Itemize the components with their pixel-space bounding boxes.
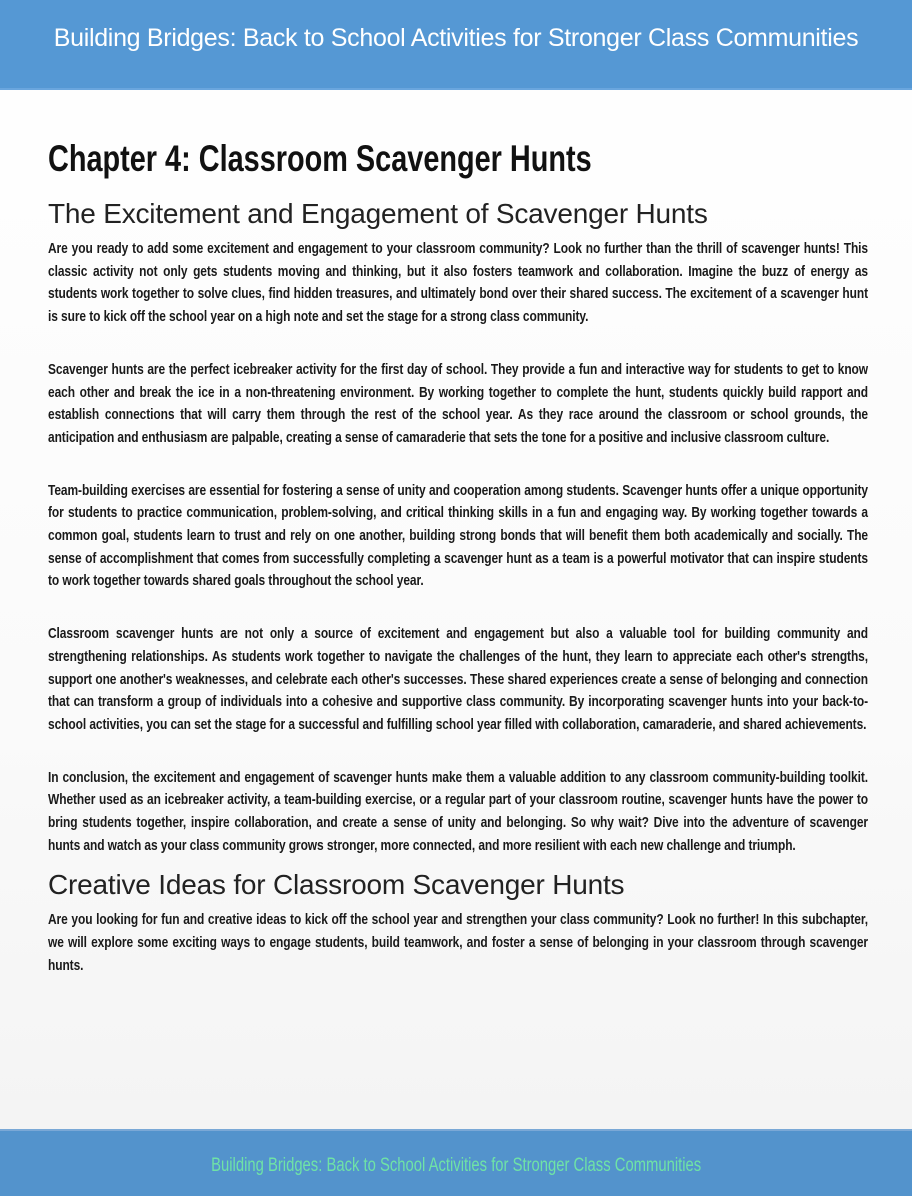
footer-title: Building Bridges: Back to School Activities for Stronger Class Communities bbox=[210, 1155, 702, 1176]
chapter-title: Chapter 4: Classroom Scavenger Hunts bbox=[48, 138, 592, 179]
paragraph: Team-building exercises are essential for fostering a sense of unity and cooperation among students. Scavenger hunts offer a unique opportunity for students to practice communication, problem-solving, and critical thinking skills in a fun and engaging way. By working together towards a common goal, students learn to trust and rely on one another, building strong bonds that will benefit them both academically and socially. The sense of accomplishment that comes from successfully completing a scavenger hunt as a team is a powerful motivator that can inspire students to work together towards shared goals throughout the school year. bbox=[48, 482, 868, 590]
page-content bbox=[48, 138, 868, 1008]
paragraph: Are you ready to add some excitement and engagement to your classroom community? Look no further than the thrill of scavenger hunts! This classic activity not only gets students moving and thinking, but it also fosters teamwork and collaboration. Imagine the buzz of energy as students work together to solve clues, find hidden treasures, and ultimately bond over their shared success. The excitement of a scavenger hunt is sure to kick off the school year on a high note and set the stage for a strong class community. bbox=[48, 241, 868, 326]
paragraph: Scavenger hunts are the perfect icebreaker activity for the first day of school. They provide a fun and interactive way for students to get to know each other and break the ice in a non-threatening environment. By working together to complete the hunt, students quickly build rapport and establish connections that will carry them through the rest of the school year. As they race around the classroom or school grounds, the anticipation and enthusiasm are palpable, creating a sense of camaraderie that sets the tone for a positive and inclusive classroom culture. bbox=[48, 361, 868, 446]
paragraph: Classroom scavenger hunts are not only a source of excitement and engagement but also a valuable tool for building community and strengthening relationships. As students work together to navigate the challenges of the hunt, they learn to appreciate each other's strengths, support one another's weaknesses, and celebrate each other's successes. These shared experiences create a sense of belonging and connection that can transform a group of individuals into a cohesive and supportive class community. By incorporating scavenger hunts into your back-to-school activities, you can set the stage for a successful and fulfilling school year filled with collaboration, camaraderie, and shared achievements. bbox=[48, 626, 868, 733]
section-heading: The Excitement and Engagement of Scavenger Hunts bbox=[48, 198, 708, 229]
page-header bbox=[0, 0, 912, 90]
paragraph: Are you looking for fun and creative ideas to kick off the school year and strengthen your class community? Look no further! In this subchapter, we will explore some exciting ways to engage students, build teamwork, and foster a sense of belonging in your classroom through scavenger hunts. bbox=[48, 912, 868, 974]
section-heading: Creative Ideas for Classroom Scavenger Hunts bbox=[48, 869, 625, 901]
page-footer bbox=[0, 1129, 912, 1196]
book-title: Building Bridges: Back to School Activities for Stronger Class Communities bbox=[53, 24, 859, 52]
paragraph: In conclusion, the excitement and engagement of scavenger hunts make them a valuable addition to any classroom community-building toolkit. Whether used as an icebreaker activity, a team-building exercise, or a regular part of your classroom routine, scavenger hunts have the power to bring students together, inspire collaboration, and create a sense of unity and belonging. So why wait? Dive into the adventure of scavenger hunts and watch as your class community grows stronger, more connected, and more resilient with each new challenge and triumph. bbox=[48, 769, 868, 854]
